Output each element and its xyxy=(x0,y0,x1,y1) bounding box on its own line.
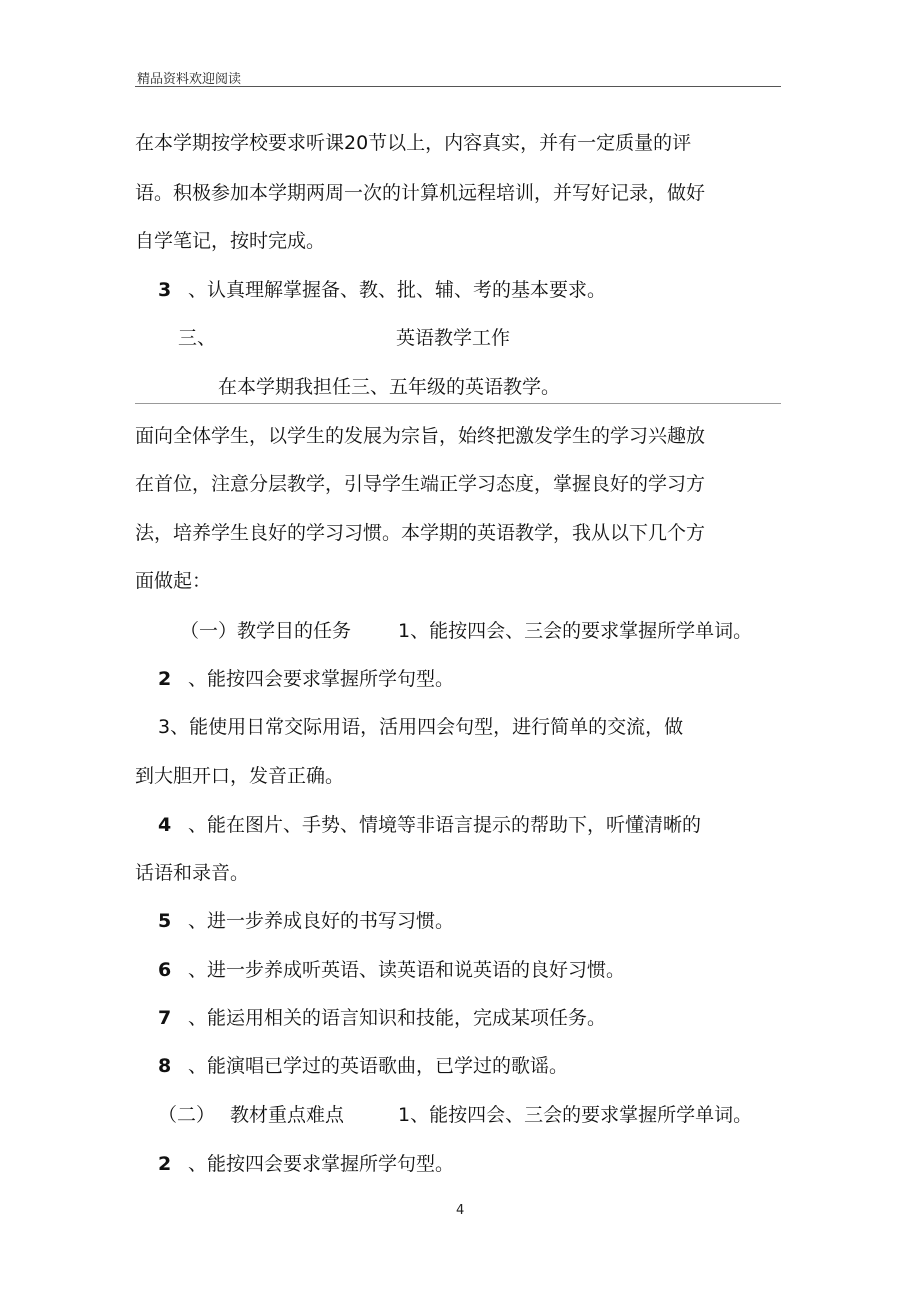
paragraph-line: 在首位，注意分层教学，引导学生端正学习态度，掌握良好的学习方 xyxy=(135,473,706,495)
list-item: 、能在图片、手势、情境等非语言提示的帮助下，听懂清晰的 xyxy=(188,814,702,836)
list-item: 、能演唱已学过的英语歌曲，已学过的歌谣。 xyxy=(188,1055,569,1077)
item-number: 2 xyxy=(158,1153,172,1175)
list-item: 、进一步养成良好的书写习惯。 xyxy=(188,910,455,932)
subsection-title: 教材重点难点 xyxy=(230,1104,345,1126)
item-number: 2 xyxy=(158,668,172,690)
paragraph-line: 面做起： xyxy=(135,570,212,592)
item-number: 7 xyxy=(158,1007,172,1029)
paragraph-line: 到大胆开口，发音正确。 xyxy=(135,765,345,787)
paragraph-line: 话语和录音。 xyxy=(135,862,250,884)
list-item: 1、能按四会、三会的要求掌握所学单词。 xyxy=(398,1104,753,1126)
page-number: 4 xyxy=(456,1203,465,1218)
paragraph-line: 语。积极参加本学期两周一次的计算机远程培训，并写好记录，做好 xyxy=(135,182,706,204)
list-item: 、能按四会要求掌握所学句型。 xyxy=(188,668,455,690)
paragraph-line: 面向全体学生，以学生的发展为宗旨，始终把激发学生的学习兴趣放 xyxy=(135,425,706,447)
section-title: 英语教学工作 xyxy=(396,327,511,349)
item-number: 8 xyxy=(158,1055,172,1077)
list-item: 、能运用相关的语言知识和技能，完成某项任务。 xyxy=(188,1007,607,1029)
item-number: 3 xyxy=(158,279,172,301)
subsection-heading: （一）教学目的任务 xyxy=(180,620,352,642)
list-item: 、认真理解掌握备、教、批、辅、考的基本要求。 xyxy=(188,279,607,301)
header-rule xyxy=(135,86,781,87)
divider-line xyxy=(135,403,781,404)
section-number: 三、 xyxy=(178,327,217,349)
list-item: 、进一步养成听英语、读英语和说英语的良好习惯。 xyxy=(188,959,626,981)
item-number: 4 xyxy=(158,814,172,836)
list-item: 1、能按四会、三会的要求掌握所学单词。 xyxy=(398,620,753,642)
paragraph-line: 自学笔记，按时完成。 xyxy=(135,230,326,252)
header-text: 精品资料欢迎阅读 xyxy=(137,72,242,87)
paragraph-line: 在本学期我担任三、五年级的英语教学。 xyxy=(218,376,561,398)
paragraph-line: 法，培养学生良好的学习习惯。本学期的英语教学，我从以下几个方 xyxy=(135,522,706,544)
item-number: 5 xyxy=(158,910,172,932)
item-number: 6 xyxy=(158,959,172,981)
list-item: 3、能使用日常交际用语，活用四会句型，进行简单的交流，做 xyxy=(158,716,684,738)
subsection-number: （二） xyxy=(158,1104,216,1126)
list-item: 、能按四会要求掌握所学句型。 xyxy=(188,1153,455,1175)
paragraph-line: 在本学期按学校要求听课20节以上，内容真实，并有一定质量的评 xyxy=(135,132,692,154)
